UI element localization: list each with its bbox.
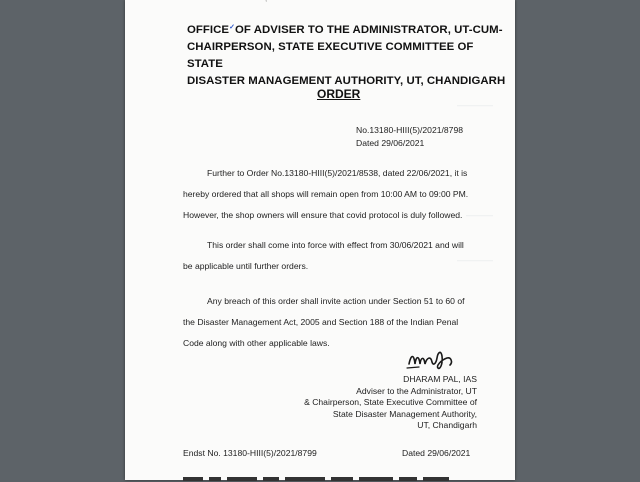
paragraph-line: the Disaster Management Act, 2005 and Section 188 of the Indian Penal [183, 317, 459, 327]
order-title: ORDER [317, 87, 361, 101]
signatory-line: State Disaster Management Authority, [332, 408, 477, 419]
heading-line-3: DISASTER MANAGEMENT AUTHORITY, UT, CHANDIGARH [187, 75, 506, 87]
order-number: No.13180-HIII(5)/2021/8798 [356, 125, 464, 135]
bleed-through-text: ——— [466, 210, 493, 220]
paragraph-line: Code along with other applicable laws. [183, 338, 330, 348]
paragraph-2 [183, 235, 483, 277]
signatory-name: DHARAM PAL, IAS [403, 374, 477, 384]
edit-mark-icon: ✓ [229, 24, 235, 31]
signatory-block [297, 374, 477, 432]
office-heading [187, 22, 507, 90]
cropped-text-line [165, 474, 495, 482]
document-page [125, 0, 515, 480]
endorsement-number: Endst No. 13180-HIII(5)/2021/8799 [183, 448, 317, 458]
paragraph-1 [183, 163, 483, 226]
heading-line-1b: OF ADVISER TO THE ADMINISTRATOR, UT-CUM- [235, 24, 503, 36]
signatory-line: UT, Chandigarh [417, 420, 477, 430]
bleed-through-text: ———— [457, 100, 493, 110]
paragraph-line: Any breach of this order shall invite action under Section 51 to 60 of [207, 296, 465, 306]
paragraph-line: Further to Order No.13180-HIII(5)/2021/8538, dated 22/06/2021, it is [207, 168, 468, 178]
bleed-through-text: ———— [457, 255, 493, 265]
signatory-line: & Chairperson, State Executive Committee of [304, 397, 477, 407]
heading-line-1: OFFICE [187, 24, 230, 36]
order-date: Dated 29/06/2021 [356, 138, 425, 148]
endorsement-date: Dated 29/06/2021 [402, 448, 471, 458]
corner-mark [265, 0, 267, 3]
heading-line-2: CHAIRPERSON, STATE EXECUTIVE COMMITTEE OF STATE [187, 41, 474, 70]
paragraph-line: be applicable until further orders. [183, 261, 309, 271]
signatory-line: Adviser to the Administrator, UT [356, 385, 477, 396]
handwritten-signature [405, 342, 460, 374]
order-reference [356, 124, 463, 150]
paragraph-line: hereby ordered that all shops will remain open from 10:00 AM to 09:00 PM. [183, 189, 469, 199]
paragraph-line: However, the shop owners will ensure that covid protocol is duly followed. [183, 210, 463, 220]
paragraph-line: This order shall come into force with effect from 30/06/2021 and will [207, 240, 464, 250]
